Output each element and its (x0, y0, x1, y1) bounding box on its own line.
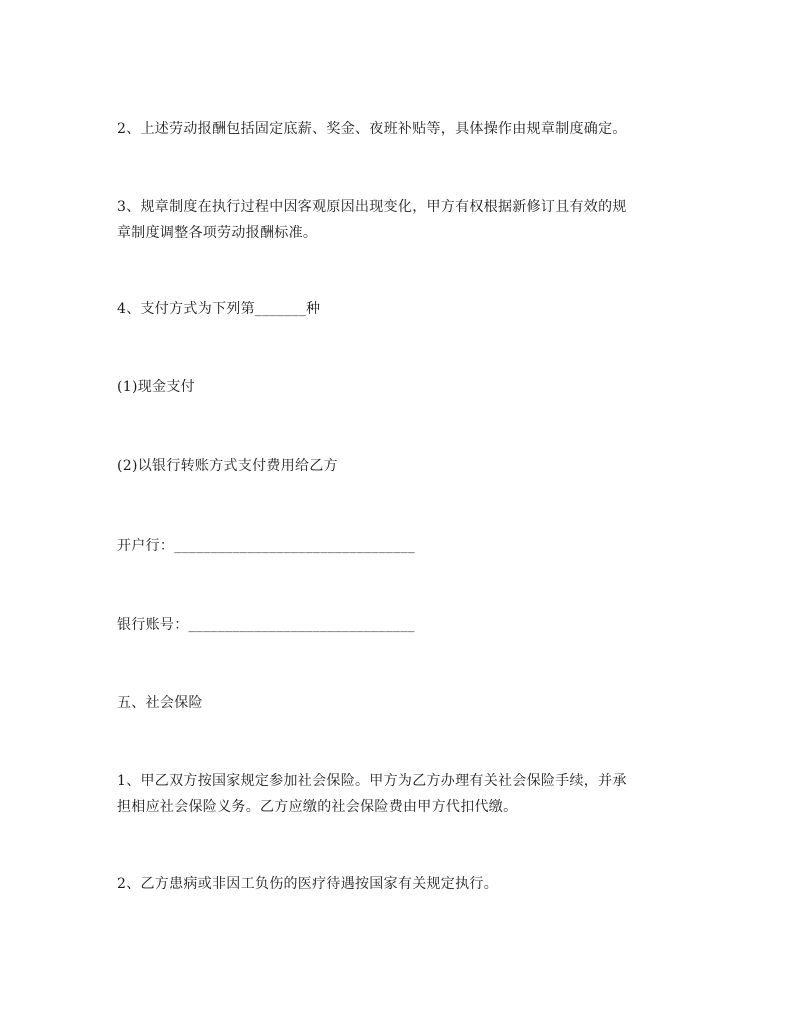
paragraph-insurance-2: 2、乙方患病或非因工负伤的医疗待遇按国家有关规定执行。 (117, 876, 499, 892)
paragraph-insurance-1-line-2: 担相应社会保险义务。乙方应缴的社会保险费由甲方代扣代缴。 (117, 799, 518, 815)
field-bank-name: 开户行：_________________________________ (117, 538, 416, 554)
paragraph-wage-components: 2、上述劳动报酬包括固定底薪、奖金、夜班补贴等，具体操作由规章制度确定。 (117, 121, 627, 137)
paragraph-option-bank: (2)以银行转账方式支付费用给乙方 (117, 458, 338, 474)
paragraph-payment-method: 4、支付方式为下列第_______种 (117, 301, 321, 317)
paragraph-rule-change-line-1: 3、规章制度在执行过程中因客观原因出现变化，甲方有权根据新修订且有效的规 (117, 199, 627, 215)
paragraph-rule-change-line-2: 章制度调整各项劳动报酬标准。 (117, 225, 318, 241)
paragraph-rule-change (117, 194, 687, 246)
paragraph-insurance-1-line-1: 1、甲乙双方按国家规定参加社会保险。甲方为乙方办理有关社会保险手续，并承 (117, 773, 627, 789)
section-heading-social-insurance: 五、社会保险 (117, 695, 203, 711)
paragraph-option-cash: (1)现金支付 (117, 379, 195, 395)
field-account-number: 银行账号：_______________________________ (117, 617, 415, 633)
paragraph-insurance-1 (117, 768, 687, 820)
